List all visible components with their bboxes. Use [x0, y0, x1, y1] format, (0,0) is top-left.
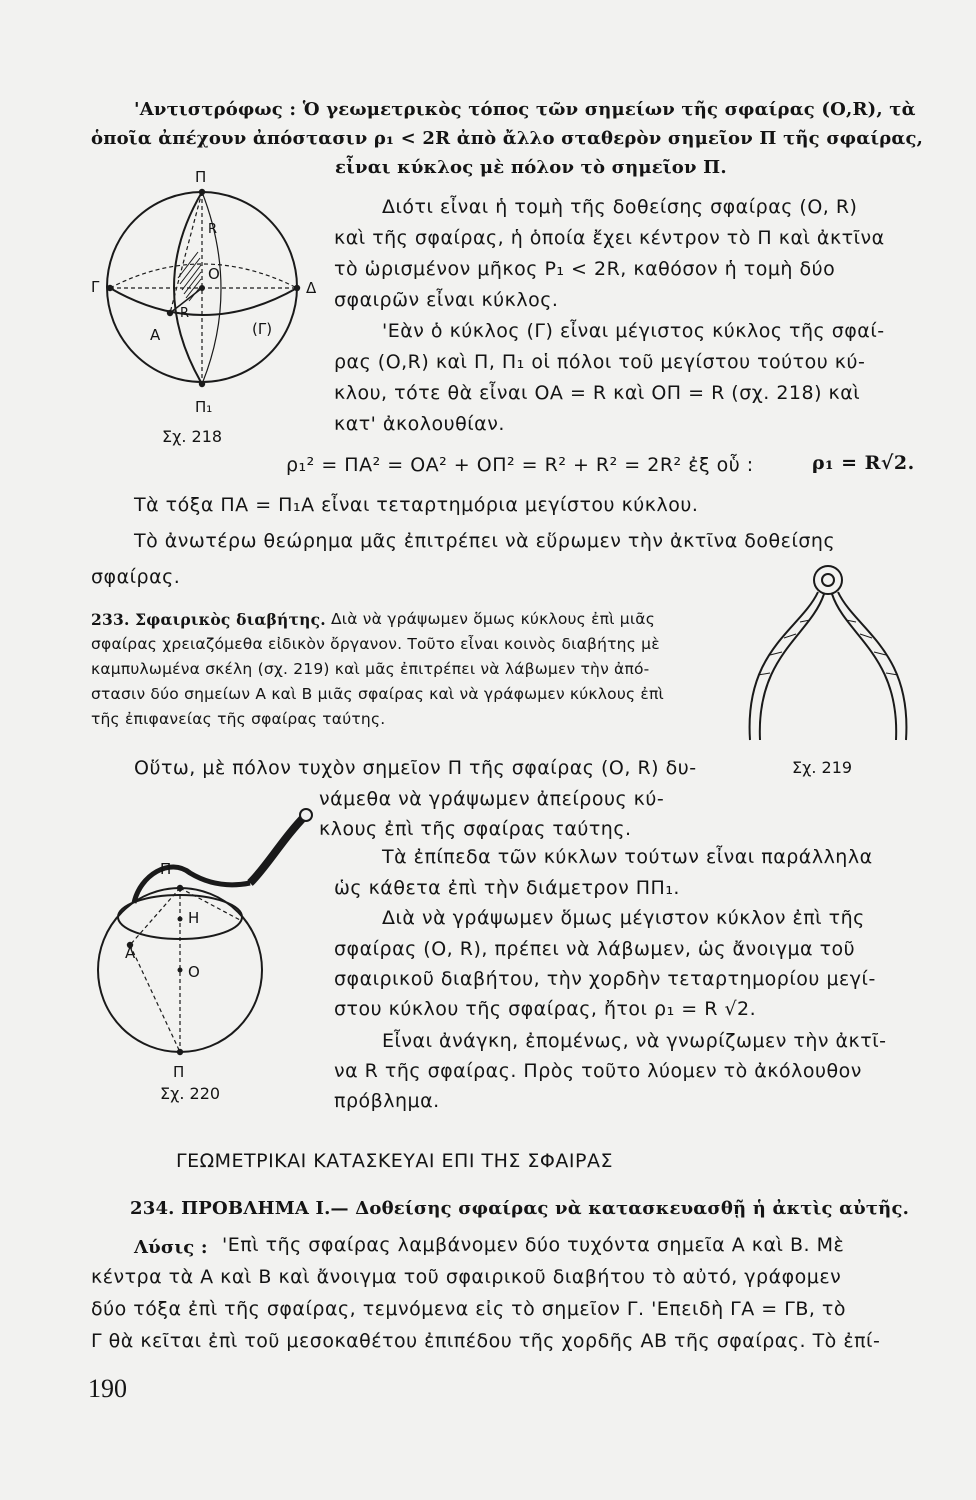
compass-pivot	[300, 809, 312, 821]
intro-line-1: 'Αντιστρόφως : Ὁ γεωμετρικὸς τόπος τῶν σημείων τῆς σφαίρας (Ο,R), τὰ	[134, 99, 916, 120]
para4-line-1: Τὰ ἐπίπεδα τῶν κύκλων τούτων εἶναι παράλληλα	[382, 846, 873, 868]
point-p-top	[177, 885, 183, 891]
para2-line-2: ρας (Ο,R) καὶ Π, Π₁ οἱ πόλοι τοῦ μεγίστου τούτου κύ-	[334, 351, 866, 373]
section-title: ΓΕΩΜΕΤΡΙΚΑΙ ΚΑΤΑΣΚΕΥΑΙ ΕΠΙ ΤΗΣ ΣΦΑΙΡΑΣ	[176, 1150, 613, 1172]
fig218-label-left: Γ	[91, 278, 100, 296]
para6-line-3: πρόβλημα.	[334, 1090, 440, 1112]
hatched-triangle	[178, 252, 201, 301]
equation-lhs: ρ₁² = ΠΑ² = ΟΑ² + ΟΠ² = R² + R² = 2R² ἐξ οὗ :	[286, 454, 754, 476]
fig220-label-bottom: Π	[173, 1063, 185, 1081]
point-gamma	[107, 285, 113, 291]
equator-front	[110, 288, 297, 315]
fig218-label-r-lower: R	[180, 306, 190, 321]
figure-219	[740, 560, 920, 750]
arcs-line: Τὰ τόξα ΠΑ = Π₁Α εἶναι τεταρτημόρια μεγίστου κύκλου.	[134, 494, 699, 516]
point-o	[178, 968, 183, 973]
sec233-line-1: Διὰ νὰ γράψωμεν ὅμως κύκλους ἐπὶ μιᾶς	[331, 610, 655, 628]
fig218-label-top: Π	[195, 168, 207, 186]
fig218-label-circle: (Γ)	[252, 320, 273, 338]
compass-hinge-outer	[814, 566, 842, 594]
intro-line-2: ὁποῖα ἀπέχουν ἀπόστασιν ρ₁ < 2R ἀπὸ ἄλλο σταθερὸν σημεῖον Π τῆς σφαίρας,	[91, 128, 924, 149]
para2-line-4: κατ' ἀκολουθίαν.	[334, 413, 505, 435]
para4-line-2: ὡς κάθετα ἐπὶ τὴν διάμετρον ΠΠ₁.	[334, 877, 680, 899]
solution-label: Λύσις :	[134, 1237, 208, 1258]
problem-title: 234. ΠΡΟΒΛΗΜΑ Ι.— Δοθείσης σφαίρας νὰ κατασκευασθῇ ἡ ἀκτὶς αὐτῆς.	[130, 1198, 910, 1219]
theorem-line-2: σφαίρας.	[91, 566, 181, 588]
intro-line-3: εἶναι κύκλος μὲ πόλον τὸ σημεῖον Π.	[335, 157, 727, 178]
solution-line-1: 'Επὶ τῆς σφαίρας λαμβάνομεν δύο τυχόντα σημεῖα Α καὶ Β. Μὲ	[222, 1234, 845, 1256]
figure-218	[100, 170, 310, 420]
fig220-label-a: Α	[125, 944, 136, 962]
fig218-label-r-upper: R	[208, 222, 218, 237]
para1-line-1: Διότι εἶναι ἡ τομὴ τῆς δοθείσης σφαίρας (Ο, R)	[382, 196, 858, 218]
sec233-line-4: στασιν δύο σημείων Α καὶ Β μιᾶς σφαίρας καὶ νὰ γράφωμεν κύκλους ἐπὶ	[91, 685, 664, 703]
point-h	[178, 917, 183, 922]
sec233-heading: 233. Σφαιρικὸς διαβήτης.	[91, 610, 326, 629]
fig220-label-top: Π	[160, 860, 172, 878]
compass-handle	[250, 815, 306, 883]
compass-hinge-inner	[822, 574, 834, 586]
figure-220	[100, 795, 320, 1065]
point-delta	[294, 285, 300, 291]
chord-ap	[130, 945, 180, 1052]
sec233-line-5: τῆς ἐπιφανείας τῆς σφαίρας ταύτης.	[91, 710, 386, 728]
para6-line-2: να R τῆς σφαίρας. Πρὸς τοῦτο λύομεν τὸ ἀκόλουθον	[334, 1060, 862, 1082]
fig218-caption: Σχ. 218	[162, 427, 223, 446]
sec233-line-2: σφαίρας χρειαζόμεθα εἰδικὸν ὄργανον. Τοῦτο εἶναι κοινὸς διαβήτης μὲ	[91, 635, 660, 653]
point-p-bottom	[177, 1049, 183, 1055]
fig220-caption: Σχ. 220	[160, 1084, 221, 1103]
solution-line-2: κέντρα τὰ Α καὶ Β καὶ ἄνοιγμα τοῦ σφαιρικοῦ διαβήτου τὸ αὐτό, γράφομεν	[91, 1266, 842, 1288]
para1-line-4: σφαιρῶν εἶναι κύκλος.	[334, 289, 559, 311]
point-p1	[199, 381, 205, 387]
para3-line-1: Οὕτω, μὲ πόλον τυχὸν σημεῖον Π τῆς σφαίρας (Ο, R) δυ-	[134, 757, 697, 779]
solution-line-4: Γ θὰ κεῖται ἐπὶ τοῦ μεσοκαθέτου ἐπιπέδου τῆς χορδῆς ΑΒ τῆς σφαίρας. Τὸ ἐπί-	[91, 1330, 881, 1352]
para6-line-1: Εἶναι ἀνάγκη, ἐπομένως, νὰ γνωρίζωμεν τὴν ἀκτῖ-	[382, 1030, 887, 1052]
theorem-line-1: Τὸ ἀνωτέρω θεώρημα μᾶς ἐπιτρέπει νὰ εὕρωμεν τὴν ἀκτῖνα δοθείσης	[134, 530, 836, 552]
point-p	[199, 189, 205, 195]
para1-line-3: τὸ ὡρισμένον μῆκος P₁ < 2R, καθόσον ἡ τομὴ δύο	[334, 258, 836, 280]
para2-line-1: 'Εὰν ὁ κύκλος (Γ) εἶναι μέγιστος κύκλος τῆς σφαί-	[382, 320, 885, 342]
point-o	[199, 285, 205, 291]
solution-line-3: δύο τόξα ἐπὶ τῆς σφαίρας, τεμνόμενα εἰς τὸ σημεῖον Γ. 'Επειδὴ ΓΑ = ΓΒ, τὸ	[91, 1298, 846, 1320]
compass-leg-right-inner	[832, 594, 896, 740]
fig218-label-o: Ο	[208, 265, 220, 283]
fig218-label-bottom: Π₁	[195, 398, 213, 416]
fig220-label-o: Ο	[188, 963, 200, 981]
fig218-label-a: Α	[150, 326, 161, 344]
sec233-line-3: καμπυλωμένα σκέλη (σχ. 219) καὶ μᾶς ἐπιτρέπει νὰ λάβωμεν τὴν ἀπό-	[91, 660, 650, 678]
para5-line-1: Διὰ νὰ γράψωμεν ὅμως μέγιστον κύκλον ἐπὶ τῆς	[382, 907, 865, 929]
para3-line-3: κλους ἐπὶ τῆς σφαίρας ταύτης.	[319, 818, 632, 840]
compass-leg-left-inner	[760, 594, 824, 740]
para5-line-4: στου κύκλου τῆς σφαίρας, ἤτοι ρ₁ = R √2.	[334, 998, 757, 1020]
para1-line-2: καὶ τῆς σφαίρας, ἡ ὁποία ἔχει κέντρον τὸ Π καὶ ἀκτῖνα	[334, 227, 885, 249]
fig219-caption: Σχ. 219	[792, 758, 853, 777]
equation-result: ρ₁ = R√2.	[812, 452, 915, 474]
fig220-label-h: Η	[188, 909, 200, 927]
equator-back	[110, 264, 297, 288]
para5-line-3: σφαιρικοῦ διαβήτου, τὴν χορδὴν τεταρτημορίου μεγί-	[334, 968, 876, 990]
fig218-label-right: Δ	[306, 279, 317, 297]
para2-line-3: κλου, τότε θὰ εἶναι ΟΑ = R καὶ ΟΠ = R (σχ. 218) καὶ	[334, 382, 861, 404]
point-a	[167, 310, 173, 316]
para5-line-2: σφαίρας (Ο, R), πρέπει νὰ λάβωμεν, ὡς ἄνοιγμα τοῦ	[334, 938, 856, 960]
para3-line-2: νάμεθα νὰ γράψωμεν ἀπείρους κύ-	[319, 788, 665, 810]
page-number: 190	[88, 1374, 127, 1403]
